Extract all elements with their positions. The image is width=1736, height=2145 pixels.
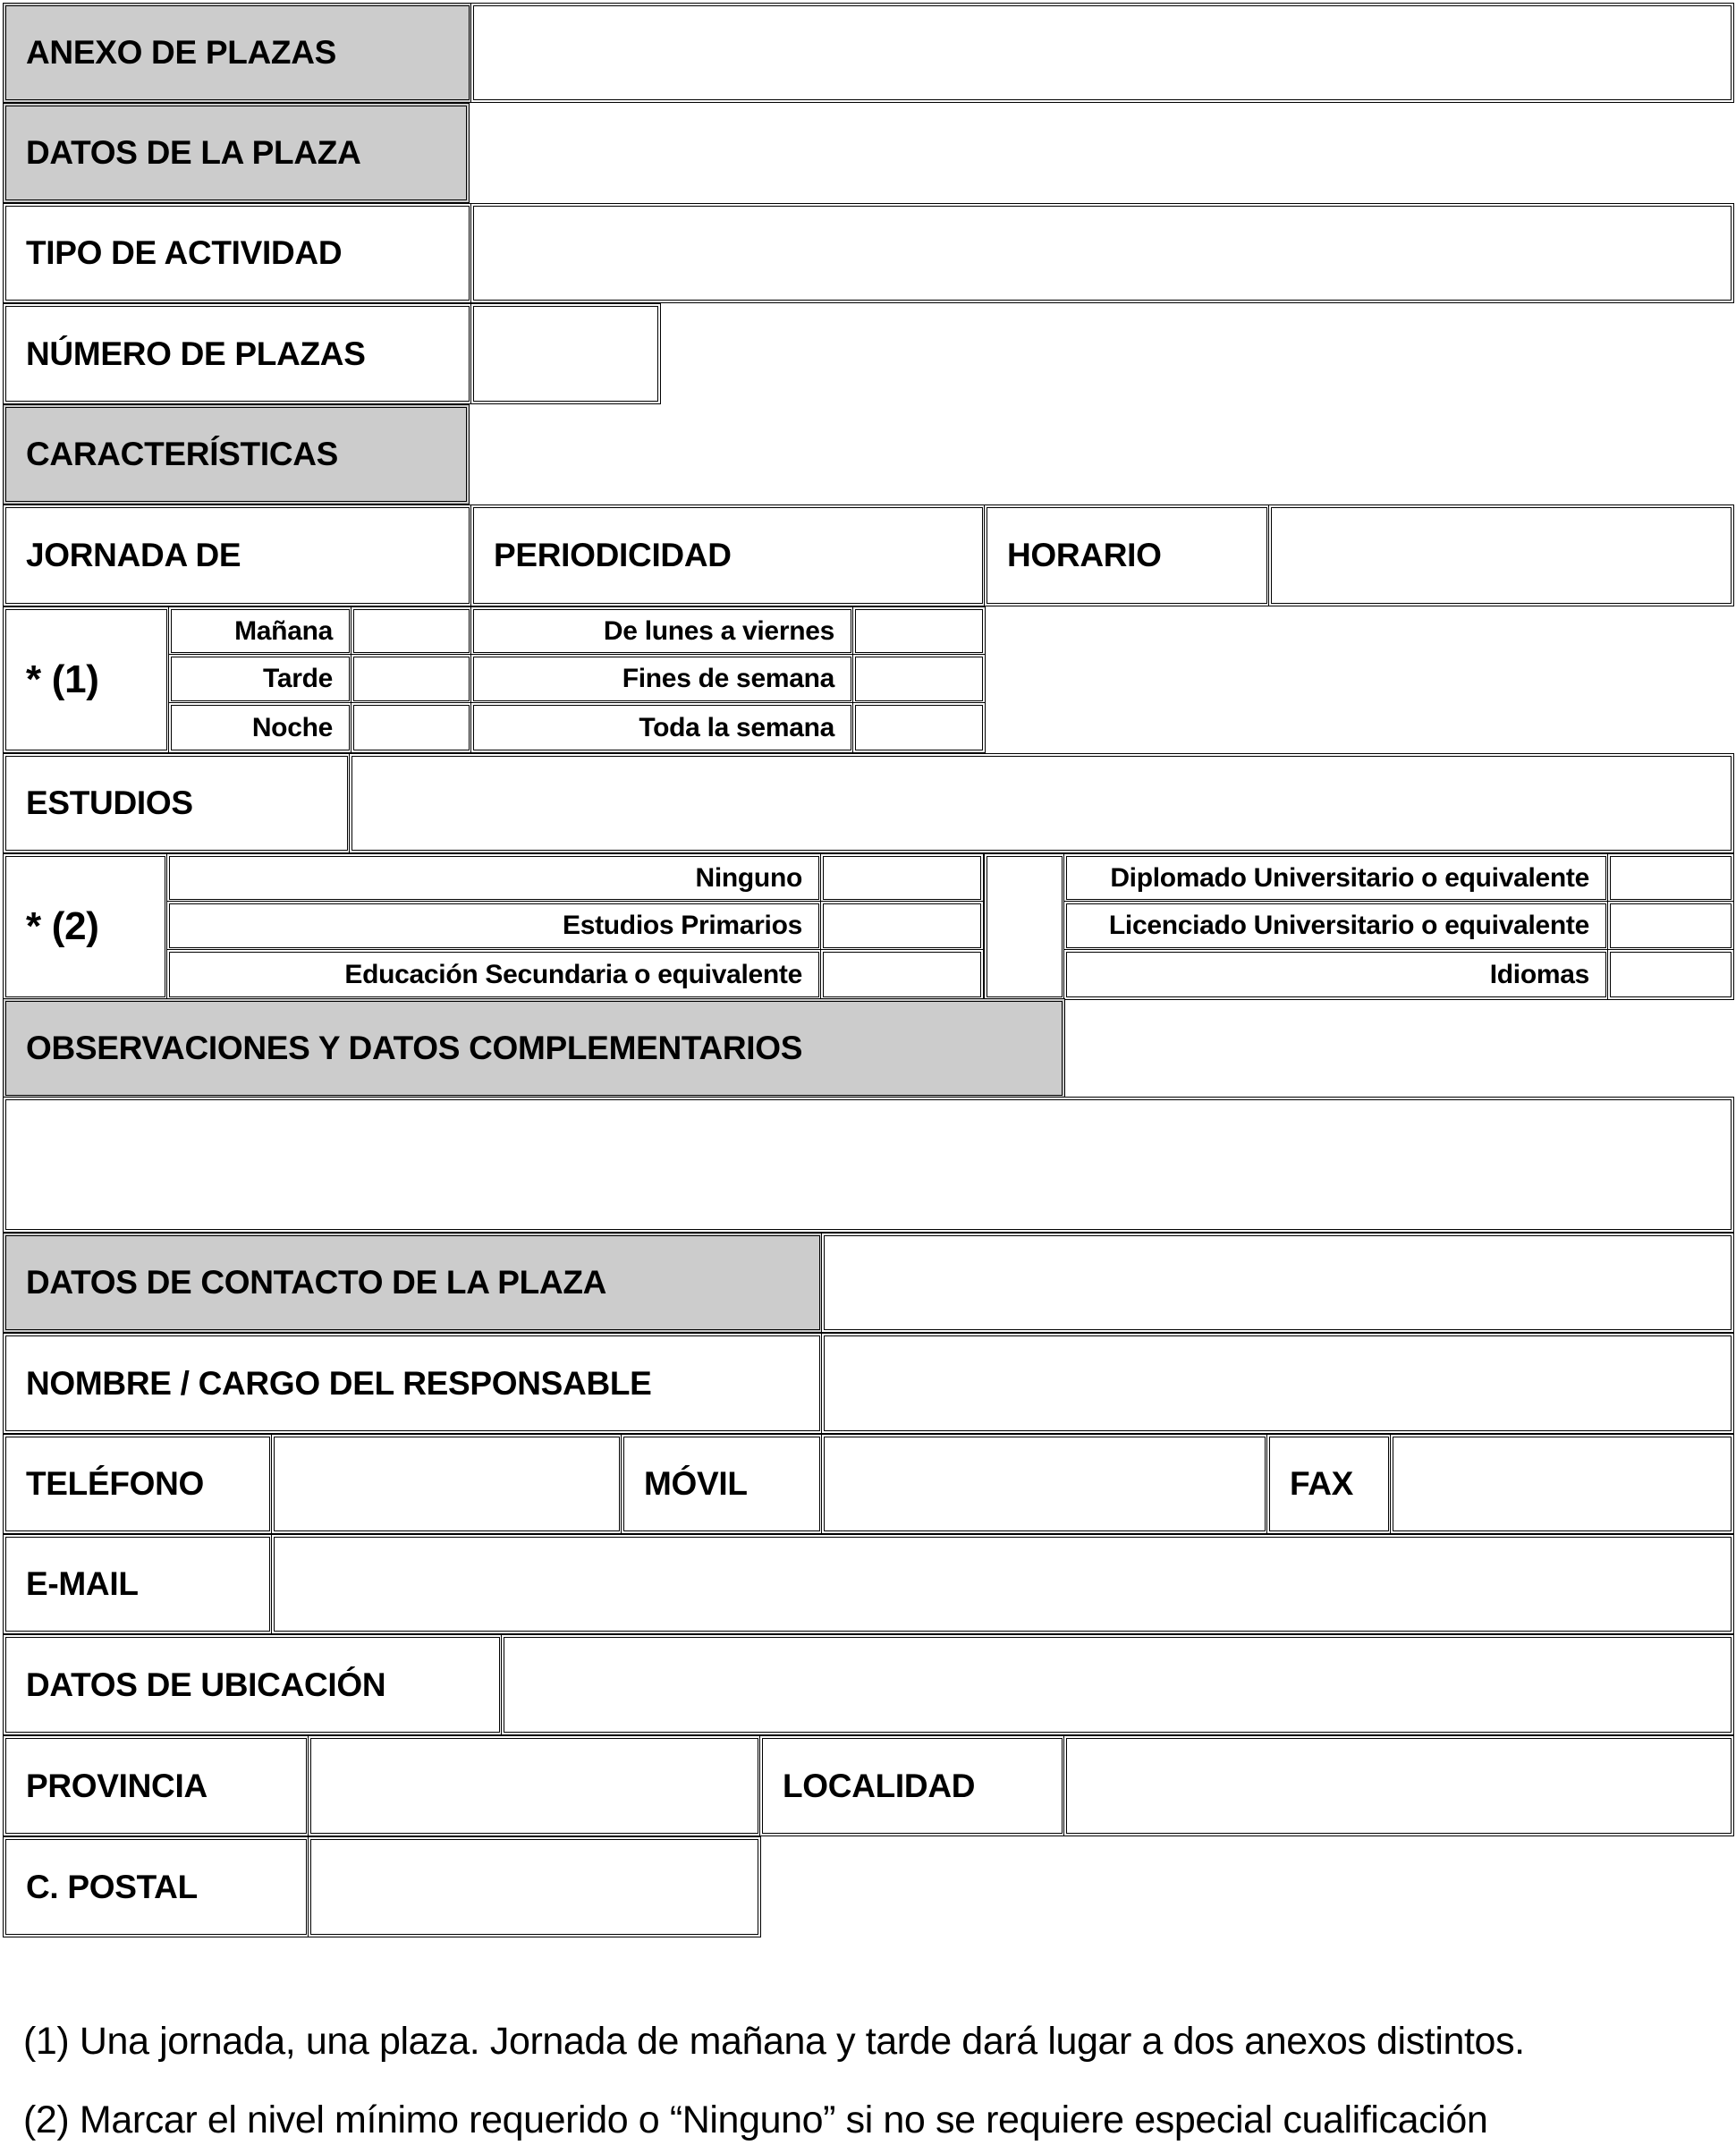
datos-contacto-label: DATOS DE CONTACTO DE LA PLAZA [3, 1233, 823, 1333]
localidad-label: LOCALIDAD [759, 1735, 1065, 1836]
anexo-de-plazas-label: ANEXO DE PLAZAS [3, 3, 472, 103]
movil-label: MÓVIL [621, 1434, 823, 1534]
estudios-diplomado-checkbox[interactable] [1607, 853, 1734, 903]
horario-label: HORARIO [984, 504, 1270, 606]
horario-field[interactable] [1268, 504, 1734, 606]
fax-label: FAX [1266, 1434, 1392, 1534]
periodicidad-option-label: De lunes a viernes [470, 606, 854, 656]
estudios-primarios-checkbox[interactable] [820, 901, 984, 951]
estudios-option-label: Educación Secundaria o equivalente [166, 949, 822, 1000]
datos-ubicacion-field[interactable] [501, 1634, 1734, 1735]
estudios-option-label: Ninguno [166, 853, 822, 903]
estudios-spacer-cell [984, 853, 1065, 1000]
caracteristicas-label: CARACTERÍSTICAS [3, 404, 470, 504]
estudios-option-label: Estudios Primarios [166, 901, 822, 951]
movil-field[interactable] [821, 1434, 1268, 1534]
periodicidad-lunes-viernes-checkbox[interactable] [852, 606, 986, 656]
footnote-2: (2) Marcar el nivel mínimo requerido o “Ninguno” si no se requiere especial cualificación [23, 2098, 1488, 2141]
estudios-secundaria-checkbox[interactable] [820, 949, 984, 1000]
estudios-field[interactable] [349, 753, 1734, 853]
estudios-licenciado-checkbox[interactable] [1607, 901, 1734, 951]
numero-de-plazas-field[interactable] [470, 303, 661, 404]
estudios-option-label: Licenciado Universitario o equivalente [1063, 901, 1609, 951]
periodicidad-label: PERIODICIDAD [470, 504, 986, 606]
estudios-option-label: Idiomas [1063, 949, 1609, 1000]
numero-de-plazas-label: NÚMERO DE PLAZAS [3, 303, 472, 404]
jornada-option-label: Noche [168, 702, 352, 753]
jornada-manana-checkbox[interactable] [351, 606, 472, 656]
jornada-noche-checkbox[interactable] [351, 702, 472, 753]
periodicidad-option-label: Toda la semana [470, 702, 854, 753]
c-postal-label: C. POSTAL [3, 1836, 309, 1937]
jornada-option-label: Tarde [168, 654, 352, 704]
jornada-tarde-checkbox[interactable] [351, 654, 472, 704]
email-label: E-MAIL [3, 1534, 273, 1634]
note2-marker: * (2) [3, 853, 168, 1000]
estudios-idiomas-checkbox[interactable] [1607, 949, 1734, 1000]
nombre-cargo-field[interactable] [821, 1333, 1734, 1434]
provincia-field[interactable] [308, 1735, 761, 1836]
datos-de-la-plaza-label: DATOS DE LA PLAZA [3, 103, 470, 203]
periodicidad-toda-semana-checkbox[interactable] [852, 702, 986, 753]
datos-contacto-field[interactable] [821, 1233, 1734, 1333]
nombre-cargo-label: NOMBRE / CARGO DEL RESPONSABLE [3, 1333, 823, 1434]
estudios-option-label: Diplomado Universitario o equivalente [1063, 853, 1609, 903]
periodicidad-fines-semana-checkbox[interactable] [852, 654, 986, 704]
observaciones-field[interactable] [3, 1097, 1734, 1233]
provincia-label: PROVINCIA [3, 1735, 309, 1836]
footnote-1: (1) Una jornada, una plaza. Jornada de mañana y tarde dará lugar a dos anexos distintos. [23, 2020, 1525, 2063]
telefono-field[interactable] [271, 1434, 622, 1534]
c-postal-field[interactable] [308, 1836, 761, 1937]
estudios-label: ESTUDIOS [3, 753, 351, 853]
localidad-field[interactable] [1063, 1735, 1734, 1836]
note1-marker: * (1) [3, 606, 170, 753]
observaciones-label: OBSERVACIONES Y DATOS COMPLEMENTARIOS [3, 998, 1065, 1098]
fax-field[interactable] [1390, 1434, 1734, 1534]
tipo-de-actividad-field[interactable] [470, 203, 1734, 303]
estudios-ninguno-checkbox[interactable] [820, 853, 984, 903]
anexo-de-plazas-field[interactable] [470, 3, 1734, 103]
jornada-de-label: JORNADA DE [3, 504, 472, 606]
jornada-option-label: Mañana [168, 606, 352, 656]
email-field[interactable] [271, 1534, 1734, 1634]
telefono-label: TELÉFONO [3, 1434, 273, 1534]
tipo-de-actividad-label: TIPO DE ACTIVIDAD [3, 203, 472, 303]
periodicidad-option-label: Fines de semana [470, 654, 854, 704]
datos-ubicacion-label: DATOS DE UBICACIÓN [3, 1634, 503, 1735]
